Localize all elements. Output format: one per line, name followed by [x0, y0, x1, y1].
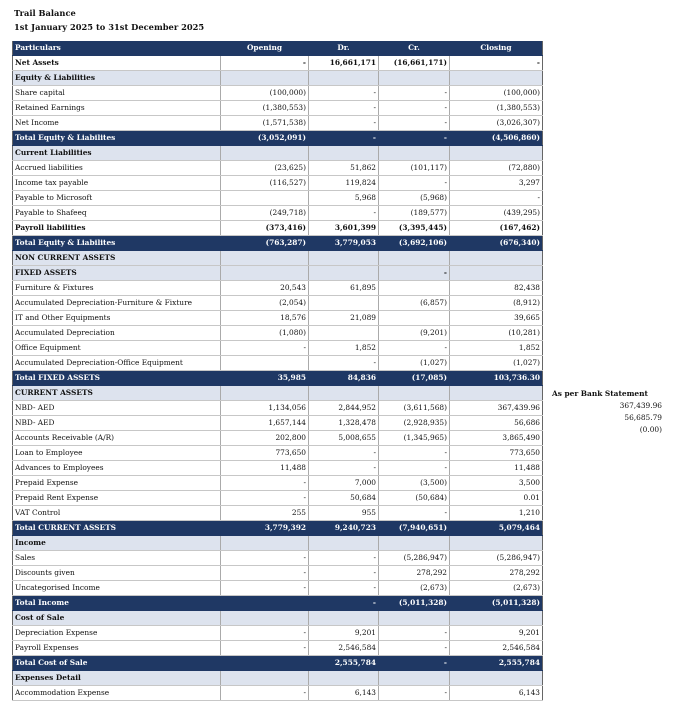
particulars-cell: Payroll Expenses — [13, 641, 221, 656]
dr-cell — [309, 386, 379, 401]
particulars-cell: Total CURRENT ASSETS — [13, 521, 221, 536]
opening-cell: 202,800 — [221, 431, 309, 446]
cr-cell: - — [379, 446, 450, 461]
particulars-cell: Expenses Detail — [13, 671, 221, 686]
table-row — [13, 416, 543, 431]
closing-cell: (439,295) — [450, 206, 543, 221]
cr-cell — [379, 146, 450, 161]
cr-cell: (3,611,568) — [379, 401, 450, 416]
particulars-cell: Accounts Receivable (A/R) — [13, 431, 221, 446]
dr-cell: - — [309, 131, 379, 146]
closing-cell: 5,079,464 — [450, 521, 543, 536]
cr-cell: - — [379, 116, 450, 131]
dr-cell: 1,328,478 — [309, 416, 379, 431]
table-row — [13, 341, 543, 356]
closing-cell: 3,865,490 — [450, 431, 543, 446]
table-row — [13, 191, 543, 206]
closing-cell: (100,000) — [450, 86, 543, 101]
particulars-cell: Office Equipment — [13, 341, 221, 356]
table-row — [13, 431, 543, 446]
closing-cell: (8,912) — [450, 296, 543, 311]
cr-cell: 278,292 — [379, 566, 450, 581]
closing-cell: (1,027) — [450, 356, 543, 371]
closing-cell: (1,380,553) — [450, 101, 543, 116]
table-row — [13, 161, 543, 176]
cr-cell: - — [379, 641, 450, 656]
closing-cell: 103,736.30 — [450, 371, 543, 386]
bank-statement-value: (0.00) — [639, 425, 662, 434]
total-row — [13, 236, 543, 251]
opening-cell: - — [221, 626, 309, 641]
particulars-cell: Total Equity & Liabilites — [13, 131, 221, 146]
cr-cell — [379, 611, 450, 626]
report-period: 1st January 2025 to 31st December 2025 — [14, 22, 205, 32]
particulars-cell: Prepaid Expense — [13, 476, 221, 491]
cr-cell: - — [379, 506, 450, 521]
cr-cell: - — [379, 101, 450, 116]
table-row — [13, 461, 543, 476]
opening-cell: 255 — [221, 506, 309, 521]
opening-cell: 1,134,056 — [221, 401, 309, 416]
table-row — [13, 581, 543, 596]
cr-cell — [379, 386, 450, 401]
opening-cell: (100,000) — [221, 86, 309, 101]
closing-cell — [450, 71, 543, 86]
opening-cell: 773,650 — [221, 446, 309, 461]
dr-cell: 16,661,171 — [309, 56, 379, 71]
dr-cell: 51,862 — [309, 161, 379, 176]
dr-cell: - — [309, 581, 379, 596]
cr-cell: (9,201) — [379, 326, 450, 341]
dr-cell — [309, 251, 379, 266]
closing-cell: 39,665 — [450, 311, 543, 326]
table-row — [13, 176, 543, 191]
opening-cell: - — [221, 566, 309, 581]
cr-cell: (50,684) — [379, 491, 450, 506]
particulars-cell: Accumulated Depreciation-Office Equipment — [13, 356, 221, 371]
dr-cell: 5,968 — [309, 191, 379, 206]
total-row — [13, 521, 543, 536]
table-row — [13, 686, 543, 701]
dr-cell: - — [309, 86, 379, 101]
dr-cell: - — [309, 116, 379, 131]
cr-cell: - — [379, 686, 450, 701]
particulars-cell: NON CURRENT ASSETS — [13, 251, 221, 266]
dr-cell: 3,779,053 — [309, 236, 379, 251]
closing-cell: (2,673) — [450, 581, 543, 596]
opening-cell: 18,576 — [221, 311, 309, 326]
table-row — [13, 296, 543, 311]
opening-cell: (1,080) — [221, 326, 309, 341]
closing-cell — [450, 251, 543, 266]
cr-cell: (6,857) — [379, 296, 450, 311]
dr-cell: 2,546,584 — [309, 641, 379, 656]
opening-cell: - — [221, 56, 309, 71]
opening-cell — [221, 656, 309, 671]
closing-cell — [450, 386, 543, 401]
section-header-row — [13, 146, 543, 161]
section-header-row — [13, 671, 543, 686]
table-row — [13, 326, 543, 341]
particulars-cell: CURRENT ASSETS — [13, 386, 221, 401]
opening-cell: 20,543 — [221, 281, 309, 296]
table-row — [13, 641, 543, 656]
cr-cell: (1,345,965) — [379, 431, 450, 446]
dr-cell: 9,240,723 — [309, 521, 379, 536]
column-header-dr: Dr. — [309, 41, 379, 56]
dr-cell: 1,852 — [309, 341, 379, 356]
closing-cell: (5,011,328) — [450, 596, 543, 611]
table-row — [13, 566, 543, 581]
opening-cell: 11,488 — [221, 461, 309, 476]
table-row — [13, 401, 543, 416]
closing-cell: 11,488 — [450, 461, 543, 476]
dr-cell: 84,836 — [309, 371, 379, 386]
column-header-closing: Closing — [450, 41, 543, 56]
bank-statement-title: As per Bank Statement — [552, 389, 648, 398]
table-row — [13, 491, 543, 506]
closing-cell — [450, 146, 543, 161]
dr-cell: - — [309, 206, 379, 221]
dr-cell: - — [309, 461, 379, 476]
cr-cell: - — [379, 86, 450, 101]
total-row — [13, 371, 543, 386]
dr-cell: 21,089 — [309, 311, 379, 326]
cr-cell: - — [379, 656, 450, 671]
closing-cell: - — [450, 56, 543, 71]
cr-cell: - — [379, 131, 450, 146]
cr-cell: - — [379, 626, 450, 641]
closing-cell: 6,143 — [450, 686, 543, 701]
dr-cell: 5,008,655 — [309, 431, 379, 446]
table-row — [13, 206, 543, 221]
total-row — [13, 596, 543, 611]
table-row — [13, 56, 543, 71]
report-title: Trail Balance — [14, 8, 76, 18]
opening-cell: (1,571,538) — [221, 116, 309, 131]
particulars-cell: Prepaid Rent Expense — [13, 491, 221, 506]
table-row — [13, 551, 543, 566]
opening-cell: - — [221, 686, 309, 701]
opening-cell: - — [221, 341, 309, 356]
opening-cell: (249,718) — [221, 206, 309, 221]
particulars-cell: IT and Other Equipments — [13, 311, 221, 326]
cr-cell: (2,673) — [379, 581, 450, 596]
closing-cell: 1,852 — [450, 341, 543, 356]
closing-cell: 9,201 — [450, 626, 543, 641]
opening-cell: (23,625) — [221, 161, 309, 176]
cr-cell: (2,928,935) — [379, 416, 450, 431]
closing-cell: 3,297 — [450, 176, 543, 191]
section-header-row — [13, 251, 543, 266]
total-row — [13, 131, 543, 146]
section-header-row — [13, 536, 543, 551]
opening-cell: (763,287) — [221, 236, 309, 251]
closing-cell: 0.01 — [450, 491, 543, 506]
closing-cell: 1,210 — [450, 506, 543, 521]
bank-statement-value: 56,685.79 — [624, 413, 662, 422]
dr-cell — [309, 296, 379, 311]
table-row — [13, 221, 543, 236]
cr-cell: (5,286,947) — [379, 551, 450, 566]
opening-cell: 3,779,392 — [221, 521, 309, 536]
table-row — [13, 356, 543, 371]
cr-cell: (5,011,328) — [379, 596, 450, 611]
particulars-cell: Accumulated Depreciation — [13, 326, 221, 341]
particulars-cell: Advances to Employees — [13, 461, 221, 476]
particulars-cell: Total Equity & Liabilites — [13, 236, 221, 251]
column-header-particulars: Particulars — [13, 41, 221, 56]
particulars-cell: Share capital — [13, 86, 221, 101]
particulars-cell: Payable to Shafeeq — [13, 206, 221, 221]
particulars-cell: Accommodation Expense — [13, 686, 221, 701]
closing-cell: (676,340) — [450, 236, 543, 251]
table-row — [13, 281, 543, 296]
dr-cell: 955 — [309, 506, 379, 521]
table-row — [13, 116, 543, 131]
particulars-cell: Discounts given — [13, 566, 221, 581]
total-row — [13, 656, 543, 671]
particulars-cell: Total FIXED ASSETS — [13, 371, 221, 386]
opening-cell: - — [221, 581, 309, 596]
opening-cell — [221, 356, 309, 371]
dr-cell: 6,143 — [309, 686, 379, 701]
closing-cell: 3,500 — [450, 476, 543, 491]
table-row — [13, 311, 543, 326]
dr-cell: 2,844,952 — [309, 401, 379, 416]
particulars-cell: Retained Earnings — [13, 101, 221, 116]
dr-cell: - — [309, 356, 379, 371]
dr-cell — [309, 611, 379, 626]
cr-cell: - — [379, 266, 450, 281]
dr-cell — [309, 671, 379, 686]
dr-cell: 2,555,784 — [309, 656, 379, 671]
opening-cell: (2,054) — [221, 296, 309, 311]
opening-cell: 1,657,144 — [221, 416, 309, 431]
trial-balance-table — [12, 41, 543, 701]
particulars-cell: Loan to Employee — [13, 446, 221, 461]
bank-statement-value: 367,439.96 — [619, 401, 662, 410]
particulars-cell: Income — [13, 536, 221, 551]
opening-cell: - — [221, 491, 309, 506]
closing-cell — [450, 611, 543, 626]
dr-cell: 7,000 — [309, 476, 379, 491]
cr-cell — [379, 251, 450, 266]
closing-cell: 2,555,784 — [450, 656, 543, 671]
dr-cell — [309, 536, 379, 551]
particulars-cell: Sales — [13, 551, 221, 566]
closing-cell — [450, 266, 543, 281]
cr-cell: (3,500) — [379, 476, 450, 491]
table-row — [13, 626, 543, 641]
table-row — [13, 476, 543, 491]
particulars-cell: Equity & Liabilities — [13, 71, 221, 86]
dr-cell: 119,824 — [309, 176, 379, 191]
cr-cell: - — [379, 461, 450, 476]
opening-cell — [221, 251, 309, 266]
opening-cell — [221, 611, 309, 626]
closing-cell: 56,686 — [450, 416, 543, 431]
particulars-cell: Total Income — [13, 596, 221, 611]
cr-cell: (189,577) — [379, 206, 450, 221]
opening-cell: - — [221, 476, 309, 491]
opening-cell: (373,416) — [221, 221, 309, 236]
cr-cell — [379, 281, 450, 296]
particulars-cell: Total Cost of Sale — [13, 656, 221, 671]
section-header-row — [13, 611, 543, 626]
closing-cell: (3,026,307) — [450, 116, 543, 131]
particulars-cell: FIXED ASSETS — [13, 266, 221, 281]
cr-cell: (16,661,171) — [379, 56, 450, 71]
dr-cell — [309, 266, 379, 281]
cr-cell: - — [379, 176, 450, 191]
particulars-cell: Payable to Microsoft — [13, 191, 221, 206]
dr-cell: 50,684 — [309, 491, 379, 506]
closing-cell — [450, 536, 543, 551]
particulars-cell: Accrued liabilities — [13, 161, 221, 176]
dr-cell — [309, 146, 379, 161]
section-header-row — [13, 386, 543, 401]
dr-cell: 61,895 — [309, 281, 379, 296]
closing-cell: (5,286,947) — [450, 551, 543, 566]
particulars-cell: Current Liabilities — [13, 146, 221, 161]
closing-cell: 82,438 — [450, 281, 543, 296]
cr-cell: (3,395,445) — [379, 221, 450, 236]
dr-cell: - — [309, 446, 379, 461]
dr-cell: 9,201 — [309, 626, 379, 641]
opening-cell — [221, 386, 309, 401]
cr-cell — [379, 71, 450, 86]
particulars-cell: Furniture & Fixtures — [13, 281, 221, 296]
table-header-row — [13, 41, 543, 56]
dr-cell: - — [309, 101, 379, 116]
closing-cell: 773,650 — [450, 446, 543, 461]
closing-cell: (10,281) — [450, 326, 543, 341]
cr-cell — [379, 311, 450, 326]
closing-cell: (4,506,860) — [450, 131, 543, 146]
particulars-cell: Cost of Sale — [13, 611, 221, 626]
table-row — [13, 86, 543, 101]
cr-cell: (17,085) — [379, 371, 450, 386]
cr-cell: (3,692,106) — [379, 236, 450, 251]
cr-cell — [379, 536, 450, 551]
table-row — [13, 101, 543, 116]
particulars-cell: Net Income — [13, 116, 221, 131]
opening-cell — [221, 536, 309, 551]
closing-cell: (167,462) — [450, 221, 543, 236]
table-row — [13, 446, 543, 461]
opening-cell: (116,527) — [221, 176, 309, 191]
table-row — [13, 506, 543, 521]
opening-cell — [221, 671, 309, 686]
cr-cell — [379, 671, 450, 686]
opening-cell — [221, 191, 309, 206]
particulars-cell: Payroll liabilities — [13, 221, 221, 236]
cr-cell: (1,027) — [379, 356, 450, 371]
opening-cell — [221, 266, 309, 281]
closing-cell: 278,292 — [450, 566, 543, 581]
particulars-cell: NBD- AED — [13, 401, 221, 416]
particulars-cell: VAT Control — [13, 506, 221, 521]
closing-cell: - — [450, 191, 543, 206]
opening-cell: (3,052,091) — [221, 131, 309, 146]
opening-cell: - — [221, 641, 309, 656]
dr-cell: - — [309, 566, 379, 581]
cr-cell: - — [379, 341, 450, 356]
opening-cell: - — [221, 551, 309, 566]
column-header-cr: Cr. — [379, 41, 450, 56]
cr-cell: (5,968) — [379, 191, 450, 206]
closing-cell: 367,439.96 — [450, 401, 543, 416]
closing-cell: 2,546,584 — [450, 641, 543, 656]
opening-cell — [221, 71, 309, 86]
opening-cell: (1,380,553) — [221, 101, 309, 116]
dr-cell — [309, 326, 379, 341]
dr-cell: - — [309, 551, 379, 566]
opening-cell — [221, 596, 309, 611]
bank-statement-panel — [552, 389, 662, 434]
particulars-cell: Income tax payable — [13, 176, 221, 191]
particulars-cell: Uncategorised Income — [13, 581, 221, 596]
section-header-row — [13, 266, 543, 281]
dr-cell — [309, 71, 379, 86]
column-header-opening: Opening — [221, 41, 309, 56]
particulars-cell: Accumulated Depreciation-Furniture & Fixture — [13, 296, 221, 311]
dr-cell: 3,601,399 — [309, 221, 379, 236]
opening-cell — [221, 146, 309, 161]
particulars-cell: Depreciation Expense — [13, 626, 221, 641]
cr-cell: (101,117) — [379, 161, 450, 176]
particulars-cell: Net Assets — [13, 56, 221, 71]
particulars-cell: NBD- AED — [13, 416, 221, 431]
closing-cell — [450, 671, 543, 686]
cr-cell: (7,940,651) — [379, 521, 450, 536]
dr-cell: - — [309, 596, 379, 611]
opening-cell: 35,985 — [221, 371, 309, 386]
section-header-row — [13, 71, 543, 86]
closing-cell: (72,880) — [450, 161, 543, 176]
